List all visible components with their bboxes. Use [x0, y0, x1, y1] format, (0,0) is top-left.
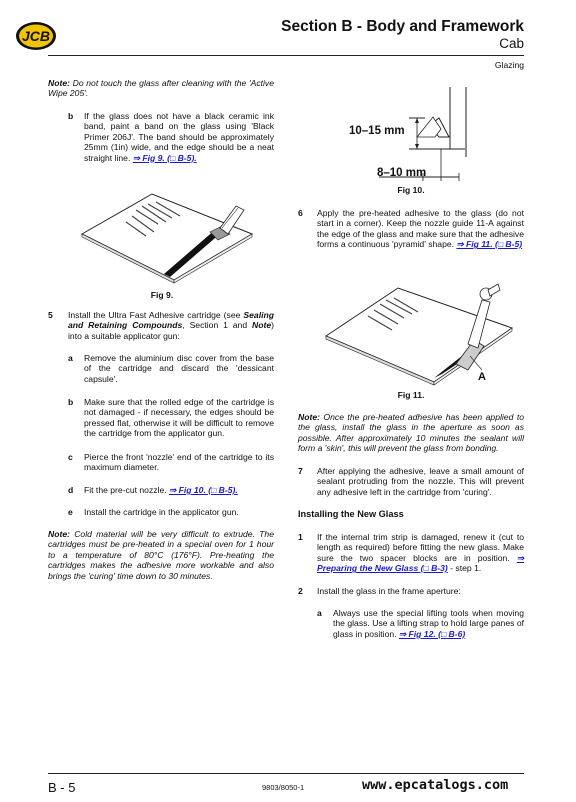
note-active-wipe — [48, 78, 274, 99]
fig10-dimension-width: 8–10 mm — [377, 167, 427, 179]
step-d-text: Fit the pre-cut nozzle. ⇒ Fig 10. (□ B-5). — [84, 485, 238, 495]
topic-label: Glazing — [494, 60, 524, 70]
step-a-text: Remove the aluminium disc cover from the base of the cartridge and discard the 'dessicant capsule'. — [84, 353, 274, 384]
step-c-text: Pierce the front 'nozzle' end of the cartridge to its maximum diameter. — [84, 452, 274, 473]
fig10-dimension-height: 10–15 mm — [349, 125, 405, 137]
document-number: 9803/8050-1 — [262, 783, 305, 792]
header-divider — [48, 55, 524, 56]
fig9-illustration — [62, 176, 262, 284]
note-cold-material — [48, 529, 274, 581]
step-a-right-text: Always use the special lifting tools when moving the glass. Use a lifting strap to hold large panes of glass in position. ⇒ Fig 12. (□ B-6) — [333, 608, 524, 639]
step-2-text: Install the glass in the frame aperture: — [317, 586, 461, 596]
preparing-glass-link[interactable]: ⇒ Preparing the New Glass (□ B-3) — [317, 552, 524, 574]
step-number-7: 7 — [298, 466, 303, 476]
fig9-link[interactable]: ⇒ Fig 9. (□ B-5). — [132, 152, 197, 163]
footer-divider — [48, 773, 524, 774]
step-marker-e: e — [68, 507, 73, 517]
note-text: Once the pre-heated adhesive has been applied to the glass, install the glass in the aperture as soon as possible. After approximately 10 minutes the sealant will form a 'skin', this will prevent the glass from bonding. — [298, 412, 524, 454]
step-number-6: 6 — [298, 208, 303, 218]
step-e-text: Install the cartridge in the applicator gun. — [84, 507, 239, 517]
section-heading-installing: Installing the New Glass — [298, 509, 404, 519]
section-subtitle: Cab — [499, 36, 524, 51]
step-marker-a: a — [68, 353, 73, 363]
step-number-5: 5 — [48, 310, 53, 320]
page-number: B - 5 — [48, 780, 76, 795]
note-preheated-adhesive — [298, 412, 524, 454]
jcb-logo — [15, 20, 57, 52]
step-1-text: If the internal trim strip is damaged, renew it (cut to length as required) before fitting the new glass. Make sure the two spacer blocks are in position. ⇒ Preparing the New Glass (□ B-3) - step 1. — [317, 532, 524, 574]
step-5-text: Install the Ultra Fast Adhesive cartridge (see Sealing and Retaining Compounds, Section 1 and Note) into a suitable applicator gun: — [68, 310, 274, 341]
step-marker-b: b — [68, 111, 74, 121]
fig9-caption: Fig 9. — [150, 290, 174, 300]
step-number-2: 2 — [298, 586, 303, 596]
fig11-caption: Fig 11. — [397, 390, 425, 400]
step-marker-c: c — [68, 452, 73, 462]
fig11-illustration — [322, 278, 522, 388]
fig10-caption: Fig 10. — [397, 185, 425, 195]
note-text: Do not touch the glass after cleaning with the 'Active Wipe 205'. — [48, 78, 274, 99]
step-marker-b2: b — [68, 397, 74, 407]
step-b-text: If the glass does not have a black ceramic ink band, paint a band on the glass using 'Black Primer 206J'. The band should be approximately 25mm (1in) wide, and the edge should be a neat straight line. ⇒ Fig 9. (□ B-5). — [84, 111, 274, 163]
fig10-link[interactable]: ⇒ Fig 10. (□ B-5). — [169, 485, 238, 495]
step-6-text: Apply the pre-heated adhesive to the glass (do not start in a corner). Keep the nozzle guide 11-A against the edge of the glass and make sure that the adhesive forms a continuous 'pyramid' shape. ⇒ Fig 11. (□ B-5) — [317, 208, 524, 250]
fig11-label-a: A — [478, 371, 486, 383]
step-number-1: 1 — [298, 532, 303, 542]
logo-text: JCB — [21, 28, 51, 44]
section-title: Section B - Body and Framework — [281, 18, 524, 35]
fig12-link[interactable]: ⇒ Fig 12. (□ B-6) — [398, 628, 466, 639]
step-7-text: After applying the adhesive, leave a small amount of sealant protruding from the nozzle. This will prevent any adhesive left in the cartridge from 'curing'. — [317, 466, 524, 497]
watermark-url: www.epcatalogs.com — [362, 777, 509, 793]
note-label: Note: — [298, 412, 320, 422]
step-b2-text: Make sure that the rolled edge of the cartridge is not damaged - if necessary, the edges should be pressed flat, otherwise it will be difficult to remove the cartridge from the applicator gun. — [84, 397, 274, 439]
step-marker-d: d — [68, 485, 74, 495]
note-text: Cold material will be very difficult to extrude. The cartridges must be pre-heated in a special oven for 1 hour to a temperature of 80°C (176°F). Pre-heating the cartridges makes the adhesive more workable and also brings the 'curing' time down to 30 minutes. — [48, 529, 274, 581]
note-label: Note: — [48, 529, 70, 539]
step-marker-a-right: a — [317, 608, 322, 618]
fig11-link[interactable]: ⇒ Fig 11. (□ B-5) — [456, 239, 523, 250]
note-label: Note: — [48, 78, 70, 88]
